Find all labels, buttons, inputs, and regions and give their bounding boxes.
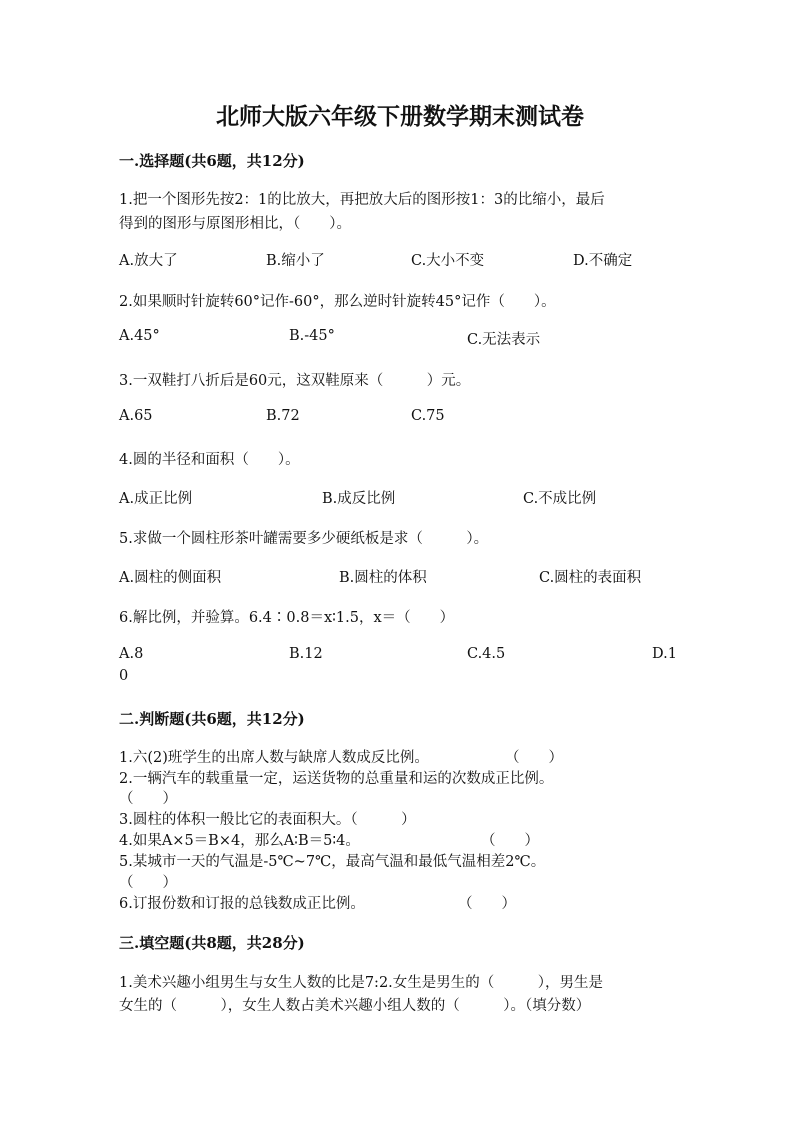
judgement-5-bracket[interactable]: （ ）	[119, 875, 177, 891]
question-3-option-a[interactable]: A.65	[119, 408, 153, 424]
question-3-option-c[interactable]: C.75	[411, 408, 445, 424]
question-1-option-a[interactable]: A.放大了	[119, 253, 178, 269]
judgement-2: 2.一辆汽车的载重量一定，运送货物的总重量和运的次数成正比例。	[119, 771, 554, 787]
question-6: 6.解比例，并验算。6.4∶0.8＝x∶1.5，x＝（ ）	[119, 610, 455, 626]
question-4-option-c[interactable]: C.不成比例	[523, 491, 597, 507]
question-1-option-d[interactable]: D.不确定	[573, 253, 633, 269]
question-6-option-d[interactable]: D.1	[652, 646, 677, 662]
section-heading-judgement: 二.判断题(共6题，共12分)	[119, 710, 305, 728]
judgement-5: 5.某城市一天的气温是-5℃~7℃，最高气温和最低气温相差2℃。	[119, 854, 546, 870]
fill-question-1-line-1: 1.美术兴趣小组男生与女生人数的比是7:2.女生是男生的（ ），男生是	[119, 975, 604, 991]
question-5-option-a[interactable]: A.圆柱的侧面积	[119, 570, 222, 586]
question-4-option-b[interactable]: B.成反比例	[322, 491, 396, 507]
fill-question-1-line-2: 女生的（ ），女生人数占美术兴趣小组人数的（ ）。（填分数）	[119, 998, 591, 1014]
question-6-option-c[interactable]: C.4.5	[467, 646, 506, 662]
judgement-2-bracket[interactable]: （ ）	[119, 791, 177, 807]
question-2-option-b[interactable]: B.-45°	[289, 328, 335, 344]
question-5: 5.求做一个圆柱形茶叶罐需要多少硬纸板是求（ ）。	[119, 531, 489, 547]
judgement-6-bracket[interactable]: （ ）	[458, 896, 516, 912]
question-3-option-b[interactable]: B.72	[266, 408, 300, 424]
question-4-option-a[interactable]: A.成正比例	[119, 491, 193, 507]
question-2-option-a[interactable]: A.45°	[119, 328, 160, 344]
question-6-option-a[interactable]: A.8	[119, 646, 144, 662]
judgement-1: 1.六(2)班学生的出席人数与缺席人数成反比例。	[119, 750, 429, 766]
judgement-4: 4.如果A×5＝B×4，那么A∶B＝5∶4。	[119, 833, 360, 849]
question-5-option-c[interactable]: C.圆柱的表面积	[539, 570, 642, 586]
judgement-1-bracket[interactable]: （ ）	[505, 750, 563, 766]
question-6-option-d-wrap: 0	[119, 668, 129, 684]
question-4: 4.圆的半径和面积（ ）。	[119, 452, 300, 468]
judgement-3: 3.圆柱的体积一般比它的表面积大。（ ）	[119, 812, 416, 828]
question-6-option-b[interactable]: B.12	[289, 646, 323, 662]
question-3: 3.一双鞋打八折后是60元，这双鞋原来（ ）元。	[119, 373, 471, 389]
section-heading-choice: 一.选择题(共6题，共12分)	[119, 152, 305, 170]
question-1-line-2: 得到的图形与原图形相比，（ ）。	[119, 216, 351, 232]
page-title: 北师大版六年级下册数学期末测试卷	[216, 103, 584, 130]
question-1-option-b[interactable]: B.缩小了	[266, 253, 325, 269]
question-5-option-b[interactable]: B.圆柱的体积	[339, 570, 427, 586]
judgement-6: 6.订报份数和订报的总钱数成正比例。	[119, 896, 365, 912]
section-heading-fill: 三.填空题(共8题，共28分)	[119, 934, 305, 952]
question-2: 2.如果顺时针旋转60°记作-60°，那么逆时针旋转45°记作（ ）。	[119, 294, 556, 310]
question-2-option-c[interactable]: C.无法表示	[467, 332, 541, 348]
question-1-option-c[interactable]: C.大小不变	[411, 253, 485, 269]
question-1-line-1: 1.把一个图形先按2：1的比放大，再把放大后的图形按1：3的比缩小，最后	[119, 192, 605, 208]
judgement-4-bracket[interactable]: （ ）	[481, 833, 539, 849]
